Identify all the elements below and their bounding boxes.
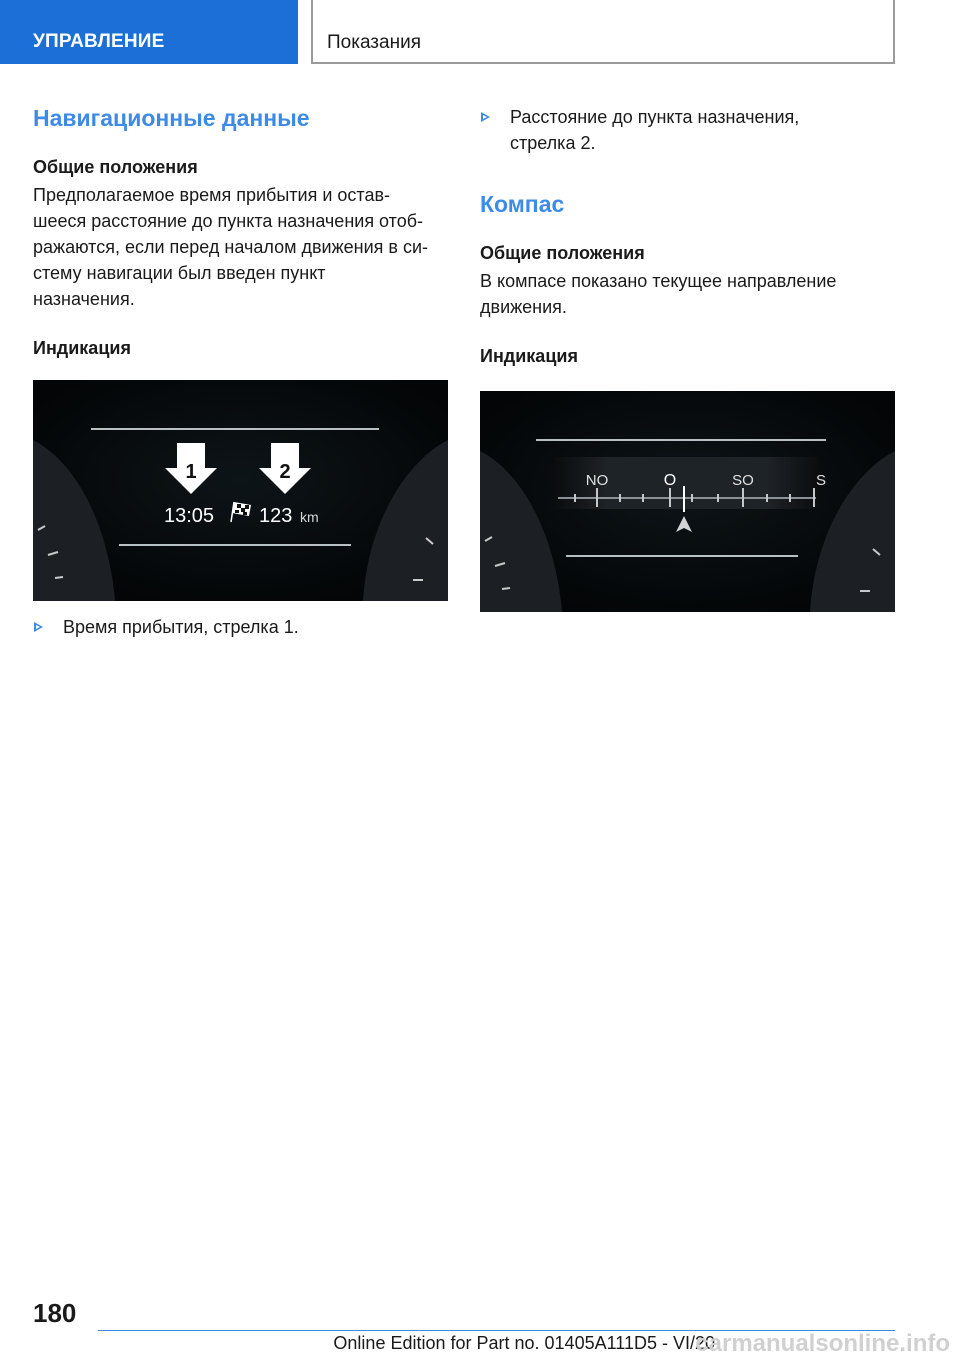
general-heading: Общие положения [33, 157, 198, 177]
compass-display-figure [480, 391, 895, 612]
nav-display-figure [33, 380, 448, 601]
distance-unit: km [300, 509, 319, 525]
compass-label-so: SO [732, 472, 754, 489]
left-column [33, 100, 449, 360]
header-section-label: УПРАВЛЕНИЕ [0, 0, 298, 64]
arrival-time-value: 13:05 [164, 505, 215, 527]
header-chapter-label: Показания [327, 32, 421, 53]
nav-data-title: Навигационные данные [33, 105, 310, 131]
list-item-line: Расстояние до пункта назначения, [510, 107, 800, 127]
compass-display-heading: Индикация [480, 346, 578, 366]
compass-label-no: NO [585, 472, 609, 489]
compass-label-s: S [816, 472, 827, 489]
compass-label-o: O [663, 472, 677, 489]
paragraph-line: назначения. [33, 289, 135, 309]
compass-paragraph [480, 268, 896, 320]
paragraph-line: стему навигации был введен пункт [33, 263, 326, 283]
triangle-bullet-icon [481, 112, 490, 122]
display-heading: Индикация [33, 338, 131, 358]
arrow-1-label: 1 [185, 461, 197, 483]
paragraph-line: В компасе показано текущее направление [480, 271, 837, 291]
compass-title: Компас [480, 191, 565, 217]
compass-general-heading: Общие положения [480, 243, 645, 263]
paragraph-line: Предполагаемое время прибытия и остав- [33, 185, 391, 205]
right-column [480, 104, 896, 368]
paragraph-line: ражаются, если перед началом движения в си- [33, 237, 428, 257]
list-item-distance [480, 104, 896, 156]
page-number: 180 [33, 1298, 77, 1328]
compass-display-graphic [480, 391, 895, 612]
triangle-bullet-icon [34, 622, 43, 632]
paragraph-line: движения. [480, 297, 567, 317]
nav-display-graphic [33, 380, 448, 601]
nav-data-paragraph [33, 182, 449, 312]
watermark-text: carmanualsonline.info [695, 1330, 950, 1357]
arrow-2-label: 2 [279, 461, 291, 483]
list-item-line: стрелка 2. [510, 133, 596, 153]
list-item-text: Время прибытия, стрелка 1. [63, 617, 299, 637]
paragraph-line: шееся расстояние до пункта назначения отоб- [33, 211, 424, 231]
distance-value: 123 [259, 505, 293, 527]
header-chapter-box [311, 0, 895, 64]
list-item-arrival-time [33, 614, 479, 640]
edition-text: Online Edition for Part no. 01405A111D5 - VI/20 [333, 1333, 715, 1353]
